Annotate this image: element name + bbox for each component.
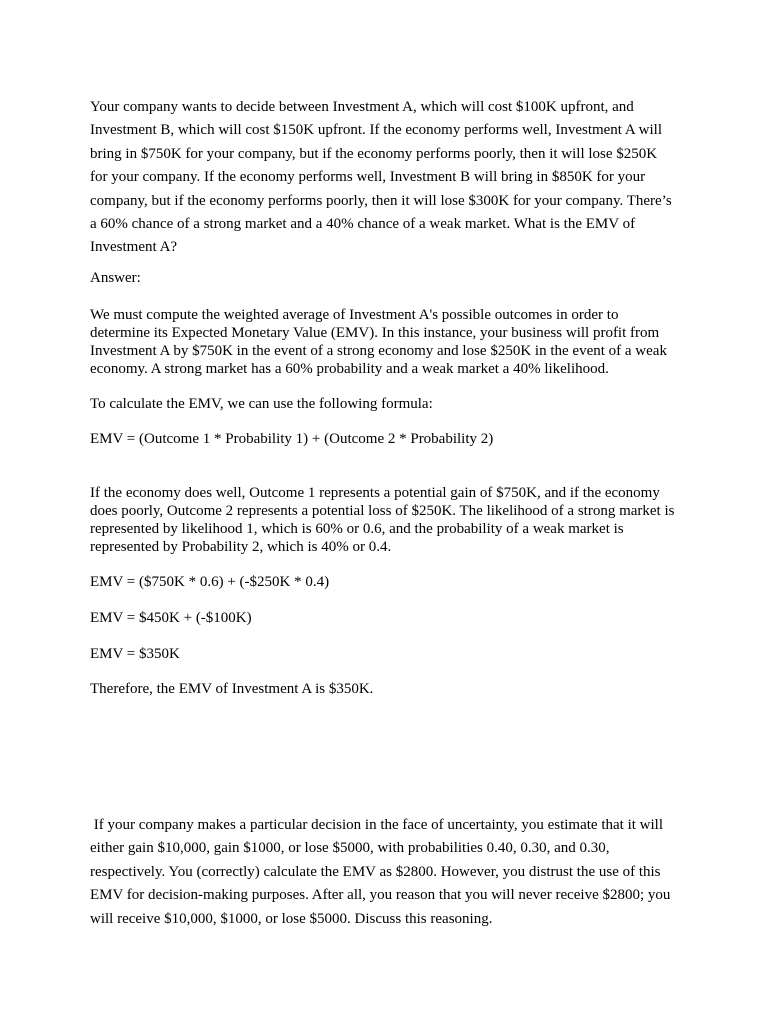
- emv-calculation-result: EMV = $350K: [90, 646, 180, 662]
- question-1-paragraph: Your company wants to decide between Investment A, which will cost $100K upfront, and Investment B, which will cost $150K upfront. If the economy performs well, Investment A will bring in $750K for your company, but if the economy performs poorly, then it will lose $250K for your company. If the economy performs well, Investment B will bring in $850K for your company, but if the economy performs poorly, then it will lose $300K for your company. There’s a 60% chance of a strong market and a 40% chance of a weak market. What is the EMV of Investment A?: [90, 99, 672, 256]
- answer-label: Answer:: [90, 270, 141, 286]
- explanation-paragraph: If the economy does well, Outcome 1 represents a potential gain of $750K, and if the economy does poorly, Outcome 2 represents a potential loss of $250K. The likelihood of a strong market is represented by likelihood 1, which is 60% or 0.6, and the probability of a weak market is represented by Probability 2, which is 40% or 0.4.: [90, 485, 675, 555]
- emv-calculation-step-2: EMV = $450K + (-$100K): [90, 610, 252, 626]
- formula-intro: To calculate the EMV, we can use the following formula:: [90, 396, 433, 412]
- answer-intro-paragraph: We must compute the weighted average of Investment A's possible outcomes in order to determine its Expected Monetary Value (EMV). In this instance, your business will profit from Investment A by $750K in the event of a strong economy and lose $250K in the event of a weak economy. A strong market has a 60% probability and a weak market a 40% likelihood.: [90, 307, 667, 377]
- emv-formula: EMV = (Outcome 1 * Probability 1) + (Outcome 2 * Probability 2): [90, 431, 494, 447]
- conclusion-sentence: Therefore, the EMV of Investment A is $350K.: [90, 681, 374, 697]
- question-2-paragraph: If your company makes a particular decision in the face of uncertainty, you estimate that it will either gain $10,000, gain $1000, or lose $5000, with probabilities 0.40, 0.30, and 0.30, respectively. You (correctly) calculate the EMV as $2800. However, you distrust the use of this EMV for decision-making purposes. After all, you reason that you will never receive $2800; you will receive $10,000, $1000, or lose $5000. Discuss this reasoning.: [90, 817, 675, 927]
- emv-calculation-step-1: EMV = ($750K * 0.6) + (-$250K * 0.4): [90, 574, 330, 590]
